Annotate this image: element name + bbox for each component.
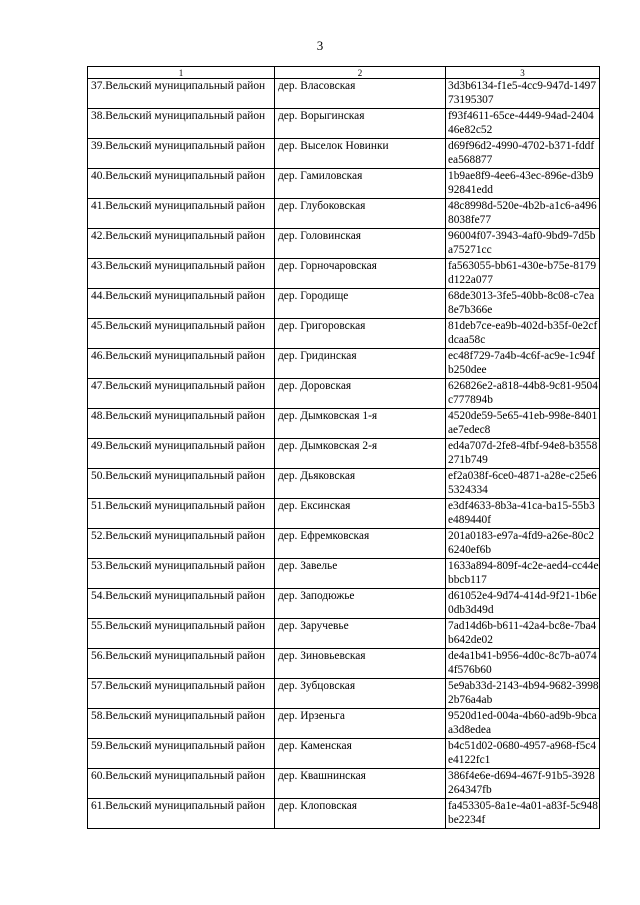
- table-row: [88, 79, 600, 109]
- table-row: [88, 109, 600, 139]
- table-body: [88, 79, 600, 829]
- settlement-cell: дер. Ирзеньга: [275, 709, 446, 739]
- settlement-cell: дер. Гридинская: [275, 349, 446, 379]
- district-cell: 53.Вельский муниципальный район: [88, 559, 275, 589]
- table-row: [88, 319, 600, 349]
- settlement-cell: дер. Ефремковская: [275, 529, 446, 559]
- guid-cell: 4520de59-5e65-41eb-998e-8401ae7edec8: [446, 409, 600, 439]
- table-header-row: [88, 67, 600, 79]
- settlement-cell: дер. Квашнинская: [275, 769, 446, 799]
- settlement-cell: дер. Завелье: [275, 559, 446, 589]
- guid-cell: d69f96d2-4990-4702-b371-fddfea568877: [446, 139, 600, 169]
- settlement-cell: дер. Заручевье: [275, 619, 446, 649]
- district-cell: 51.Вельский муниципальный район: [88, 499, 275, 529]
- district-cell: 38.Вельский муниципальный район: [88, 109, 275, 139]
- settlement-cell: дер. Ворыгинская: [275, 109, 446, 139]
- settlement-cell: дер. Выселок Новинки: [275, 139, 446, 169]
- table-row: [88, 139, 600, 169]
- district-cell: 43.Вельский муниципальный район: [88, 259, 275, 289]
- table-row: [88, 409, 600, 439]
- district-cell: 46.Вельский муниципальный район: [88, 349, 275, 379]
- column-header-3: 3: [446, 67, 600, 79]
- guid-cell: 1633a894-809f-4c2e-aed4-cc44ebbcb117: [446, 559, 600, 589]
- settlement-cell: дер. Горночаровская: [275, 259, 446, 289]
- guid-cell: 201a0183-e97a-4fd9-a26e-80c26240ef6b: [446, 529, 600, 559]
- table-row: [88, 739, 600, 769]
- table-row: [88, 679, 600, 709]
- settlement-cell: дер. Власовская: [275, 79, 446, 109]
- guid-cell: 3d3b6134-f1e5-4cc9-947d-149773195307: [446, 79, 600, 109]
- settlement-cell: дер. Гамиловская: [275, 169, 446, 199]
- column-header-2: 2: [275, 67, 446, 79]
- district-cell: 44.Вельский муниципальный район: [88, 289, 275, 319]
- district-cell: 42.Вельский муниципальный район: [88, 229, 275, 259]
- guid-cell: f93f4611-65ce-4449-94ad-240446e82c52: [446, 109, 600, 139]
- guid-cell: 7ad14d6b-b611-42a4-bc8e-7ba4b642de02: [446, 619, 600, 649]
- district-cell: 57.Вельский муниципальный район: [88, 679, 275, 709]
- table-row: [88, 769, 600, 799]
- table-row: [88, 199, 600, 229]
- table-row: [88, 709, 600, 739]
- guid-cell: 96004f07-3943-4af0-9bd9-7d5ba75271cc: [446, 229, 600, 259]
- district-cell: 39.Вельский муниципальный район: [88, 139, 275, 169]
- settlement-cell: дер. Григоровская: [275, 319, 446, 349]
- guid-cell: 9520d1ed-004a-4b60-ad9b-9bcaa3d8edea: [446, 709, 600, 739]
- settlement-cell: дер. Городище: [275, 289, 446, 319]
- district-cell: 47.Вельский муниципальный район: [88, 379, 275, 409]
- district-cell: 45.Вельский муниципальный район: [88, 319, 275, 349]
- table-row: [88, 379, 600, 409]
- district-cell: 60.Вельский муниципальный район: [88, 769, 275, 799]
- table-row: [88, 649, 600, 679]
- table-row: [88, 259, 600, 289]
- guid-cell: d61052e4-9d74-414d-9f21-1b6e0db3d49d: [446, 589, 600, 619]
- settlement-cell: дер. Дьяковская: [275, 469, 446, 499]
- settlement-cell: дер. Доровская: [275, 379, 446, 409]
- table-row: [88, 589, 600, 619]
- guid-cell: fa563055-bb61-430e-b75e-8179d122a077: [446, 259, 600, 289]
- guid-cell: b4c51d02-0680-4957-a968-f5c4e4122fc1: [446, 739, 600, 769]
- guid-cell: ec48f729-7a4b-4c6f-ac9e-1c94fb250dee: [446, 349, 600, 379]
- page-number: 3: [316, 38, 324, 53]
- district-cell: 61.Вельский муниципальный район: [88, 799, 275, 829]
- settlement-cell: дер. Клоповская: [275, 799, 446, 829]
- table-row: [88, 529, 600, 559]
- district-cell: 52.Вельский муниципальный район: [88, 529, 275, 559]
- district-cell: 50.Вельский муниципальный район: [88, 469, 275, 499]
- table-row: [88, 469, 600, 499]
- district-cell: 41.Вельский муниципальный район: [88, 199, 275, 229]
- table-row: [88, 799, 600, 829]
- settlement-cell: дер. Дымковская 1-я: [275, 409, 446, 439]
- district-cell: 40.Вельский муниципальный район: [88, 169, 275, 199]
- table-row: [88, 169, 600, 199]
- district-cell: 49.Вельский муниципальный район: [88, 439, 275, 469]
- district-cell: 58.Вельский муниципальный район: [88, 709, 275, 739]
- district-cell: 37.Вельский муниципальный район: [88, 79, 275, 109]
- settlement-cell: дер. Заподюжье: [275, 589, 446, 619]
- guid-cell: e3df4633-8b3a-41ca-ba15-55b3e489440f: [446, 499, 600, 529]
- table-row: [88, 619, 600, 649]
- settlement-cell: дер. Ексинская: [275, 499, 446, 529]
- table-row: [88, 289, 600, 319]
- guid-cell: ed4a707d-2fe8-4fbf-94e8-b3558271b749: [446, 439, 600, 469]
- guid-cell: 48c8998d-520e-4b2b-a1c6-a4968038fe77: [446, 199, 600, 229]
- guid-cell: 1b9ae8f9-4ee6-43ec-896e-d3b992841edd: [446, 169, 600, 199]
- guid-cell: 626826e2-a818-44b8-9c81-9504c777894b: [446, 379, 600, 409]
- guid-cell: fa453305-8a1e-4a01-a83f-5c948be2234f: [446, 799, 600, 829]
- settlement-cell: дер. Головинская: [275, 229, 446, 259]
- settlement-cell: дер. Дымковская 2-я: [275, 439, 446, 469]
- district-cell: 55.Вельский муниципальный район: [88, 619, 275, 649]
- district-cell: 48.Вельский муниципальный район: [88, 409, 275, 439]
- column-header-1: 1: [88, 67, 275, 79]
- settlement-cell: дер. Зубцовская: [275, 679, 446, 709]
- settlement-cell: дер. Глубоковская: [275, 199, 446, 229]
- settlements-table: [87, 66, 600, 829]
- table-row: [88, 559, 600, 589]
- settlement-cell: дер. Зиновьевская: [275, 649, 446, 679]
- settlement-cell: дер. Каменская: [275, 739, 446, 769]
- table-row: [88, 349, 600, 379]
- table-row: [88, 499, 600, 529]
- guid-cell: 68de3013-3fe5-40bb-8c08-c7ea8e7b366e: [446, 289, 600, 319]
- guid-cell: 386f4e6e-d694-467f-91b5-3928264347fb: [446, 769, 600, 799]
- guid-cell: 81deb7ce-ea9b-402d-b35f-0e2cfdcaa58c: [446, 319, 600, 349]
- table-row: [88, 229, 600, 259]
- guid-cell: de4a1b41-b956-4d0c-8c7b-a0744f576b60: [446, 649, 600, 679]
- district-cell: 56.Вельский муниципальный район: [88, 649, 275, 679]
- district-cell: 59.Вельский муниципальный район: [88, 739, 275, 769]
- district-cell: 54.Вельский муниципальный район: [88, 589, 275, 619]
- guid-cell: ef2a038f-6ce0-4871-a28e-c25e65324334: [446, 469, 600, 499]
- table-row: [88, 439, 600, 469]
- guid-cell: 5e9ab33d-2143-4b94-9682-39982b76a4ab: [446, 679, 600, 709]
